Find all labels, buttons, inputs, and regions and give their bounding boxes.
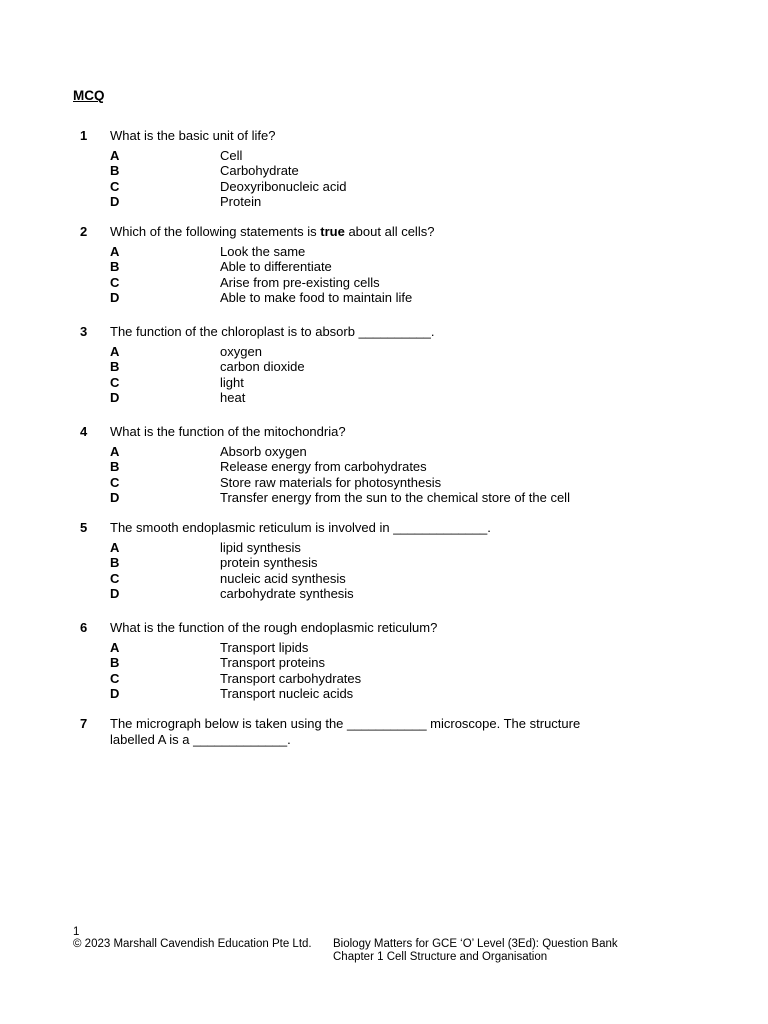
option-letter: C [110,670,120,686]
question-text-before: Which of the following statements is [110,224,321,239]
answer-options [110,540,693,602]
option-letter: C [110,570,120,586]
option-a [110,444,693,460]
option-letter: A [110,639,120,655]
copyright-notice: © 2023 Marshall Cavendish Education Pte Ltd. [73,938,312,950]
option-text: Look the same [220,243,306,259]
question-text: What is the function of the mitochondria? [110,424,346,439]
section-heading: MCQ [73,88,105,103]
question-number: 2 [80,224,88,239]
option-text: Deoxyribonucleic acid [220,178,347,194]
question-2 [73,224,693,306]
option-d [110,490,693,506]
question-text: What is the function of the rough endoplasmic reticulum? [110,620,438,635]
question-1 [73,128,693,210]
question-text-after: about all cells? [344,224,435,239]
option-text: Transport lipids [220,639,309,655]
question-text: The function of the chloroplast is to absorb __________. [110,324,435,339]
option-letter: D [110,490,120,505]
option-text: carbohydrate synthesis [220,586,354,601]
option-text: Transport carbohydrates [220,670,362,686]
option-a [110,540,693,556]
option-text: Arise from pre-existing cells [220,274,380,290]
question-3 [73,324,693,406]
option-text: oxygen [220,343,262,359]
option-d [110,290,693,306]
footer-book-info [333,938,618,964]
option-a [110,640,693,656]
option-text: Able to make food to maintain life [220,290,413,305]
option-c [110,671,693,687]
option-text: Protein [220,194,262,209]
option-text: protein synthesis [220,555,318,570]
question-text [110,224,693,240]
option-letter: A [110,243,120,259]
page-number: 1 [73,926,80,938]
book-title: Biology Matters for GCE ‘O’ Level (3Ed): Question Bank [333,938,618,950]
option-letter: A [110,147,120,163]
option-text: Transfer energy from the sun to the chemical store of the cell [220,490,570,505]
option-letter: C [110,274,120,290]
option-b [110,259,693,275]
option-a [110,344,693,360]
option-letter: B [110,459,120,474]
option-letter: D [110,390,120,405]
option-letter: D [110,586,120,601]
chapter-title: Chapter 1 Cell Structure and Organisation [333,951,548,963]
option-text: Able to differentiate [220,259,332,274]
option-d [110,586,693,602]
question-text: What is the basic unit of life? [110,128,276,143]
option-a [110,244,693,260]
answer-options [110,244,693,306]
option-text: Transport nucleic acids [220,686,354,701]
option-text: Cell [220,147,243,163]
question-text [110,716,693,747]
option-c [110,275,693,291]
option-letter: D [110,194,120,209]
option-text: Carbohydrate [220,163,299,178]
option-c [110,571,693,587]
answer-options [110,444,693,506]
option-text: light [220,374,244,390]
question-6 [73,620,693,702]
option-letter: A [110,343,120,359]
option-text: Release energy from carbohydrates [220,459,427,474]
option-d [110,686,693,702]
question-number: 4 [80,424,88,439]
option-letter: A [110,443,120,459]
option-text: Transport proteins [220,655,326,670]
question-text-emphasis: true [320,224,345,239]
question-7 [73,716,693,747]
option-b [110,359,693,375]
option-d [110,194,693,210]
option-d [110,390,693,406]
option-letter: B [110,359,120,374]
option-text: Store raw materials for photosynthesis [220,474,442,490]
question-number: 3 [80,324,88,339]
question-number: 5 [80,520,88,535]
option-letter: D [110,290,120,305]
option-letter: D [110,686,120,701]
answer-options [110,344,693,406]
option-text: nucleic acid synthesis [220,570,346,586]
question-text-line-1: The micrograph below is taken using the ___________ microscope. The structure [110,716,581,731]
option-b [110,555,693,571]
option-text: Absorb oxygen [220,443,307,459]
option-letter: B [110,655,120,670]
option-letter: B [110,163,120,178]
option-letter: C [110,474,120,490]
option-letter: B [110,259,120,274]
answer-options [110,640,693,702]
option-b [110,655,693,671]
option-text: carbon dioxide [220,359,305,374]
option-letter: C [110,178,120,194]
option-c [110,179,693,195]
question-text: The smooth endoplasmic reticulum is involved in _____________. [110,520,491,535]
option-text: heat [220,390,246,405]
question-number: 6 [80,620,88,635]
option-text: lipid synthesis [220,539,301,555]
option-c [110,375,693,391]
question-text-line-2: labelled A is a _____________. [110,731,291,747]
question-number: 7 [80,716,88,731]
question-4 [73,424,693,506]
option-b [110,163,693,179]
question-5 [73,520,693,602]
option-letter: C [110,374,120,390]
option-b [110,459,693,475]
option-letter: A [110,539,120,555]
question-number: 1 [80,128,88,143]
option-a [110,148,693,164]
option-c [110,475,693,491]
option-letter: B [110,555,120,570]
answer-options [110,148,693,210]
